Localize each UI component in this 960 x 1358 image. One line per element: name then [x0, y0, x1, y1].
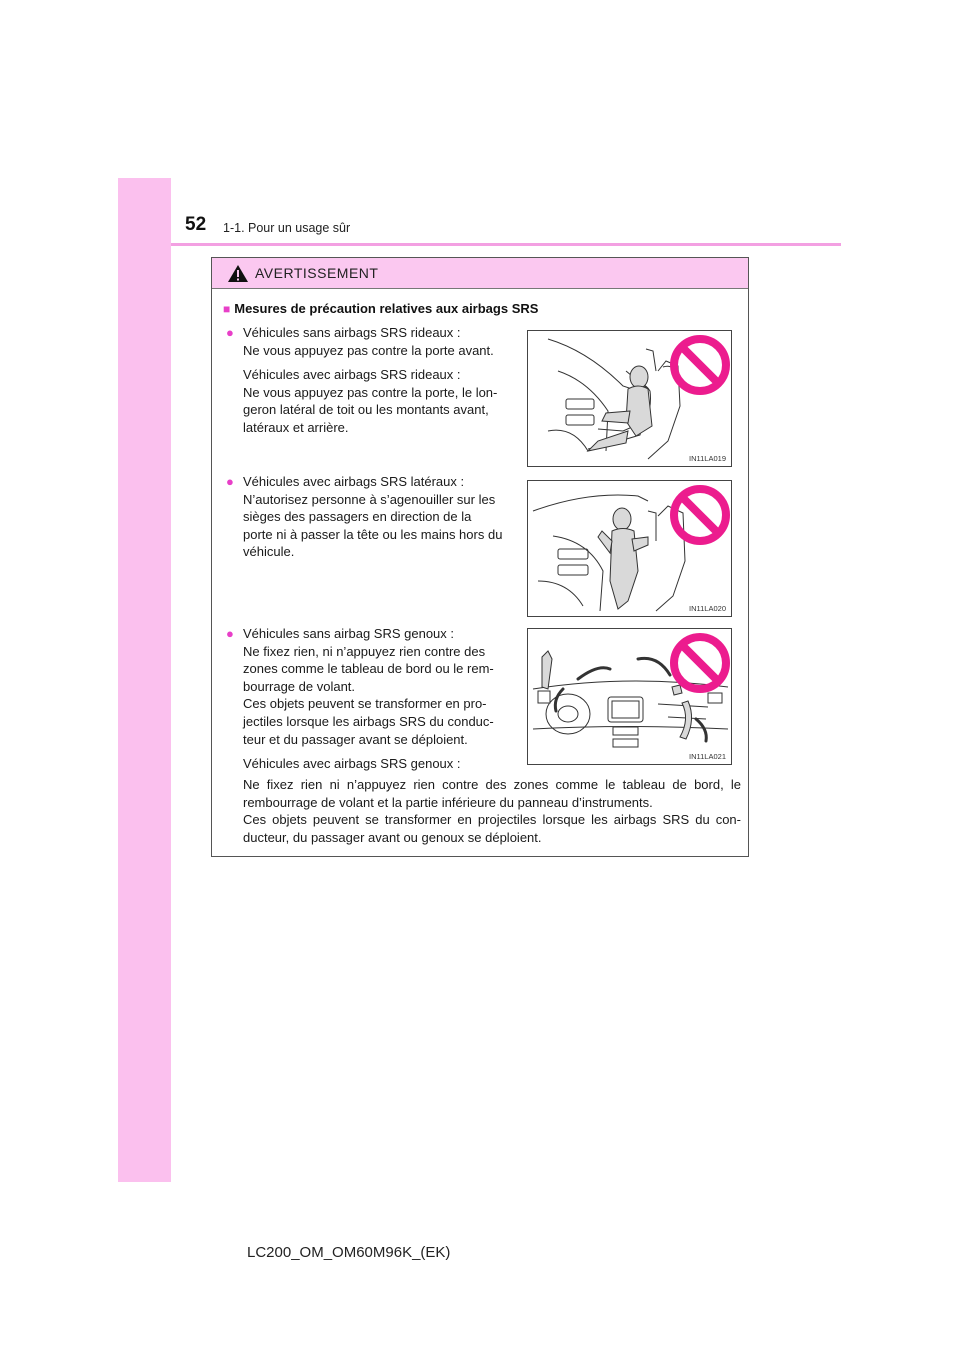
- illustration-kneeling-seat: [528, 481, 732, 617]
- footer-doc-code: LC200_OM_OM60M96K_(EK): [247, 1244, 451, 1261]
- item-paragraph: Véhicules avec airbags SRS genoux :: [243, 756, 461, 772]
- subheading: [223, 301, 538, 316]
- illustration-leaning-door: [528, 331, 732, 467]
- illustration-dashboard: [528, 629, 732, 765]
- section-title: 1-1. Pour un usage sûr: [223, 221, 351, 235]
- figure-code: IN11LA021: [689, 752, 726, 761]
- bullet-icon: ●: [226, 474, 234, 489]
- bullet-icon: ●: [226, 626, 234, 641]
- bullet-icon: ●: [226, 325, 234, 340]
- item-paragraph: Véhicules avec airbags SRS latéraux : N’autorisez personne à s’agenouiller sur les sièges des passagers en direction de la porte ni à passer la tête ou les mains hors du véhicule.: [243, 474, 503, 560]
- square-bullet-icon: ■: [223, 302, 231, 316]
- figure-code: IN11LA019: [689, 454, 726, 463]
- warning-header: [212, 258, 748, 289]
- item-paragraph: Véhicules avec airbags SRS rideaux : Ne vous appuyez pas contre la porte, le lon- geron latéral de toit ou les montants avant, latéraux et arrière.: [243, 367, 498, 435]
- figure-kneeling-seat: [527, 480, 732, 617]
- warning-box: [211, 257, 749, 857]
- header-divider: [171, 243, 841, 246]
- figure-code: IN11LA020: [689, 604, 726, 613]
- figure-leaning-door: [527, 330, 732, 467]
- item-paragraph: Véhicules sans airbags SRS rideaux : Ne vous appuyez pas contre la porte avant.: [243, 325, 494, 358]
- side-tab-band: [118, 178, 171, 1182]
- page-number: 52: [185, 214, 207, 235]
- warning-triangle-icon: [227, 264, 249, 283]
- figure-dashboard-objects: [527, 628, 732, 765]
- prohibition-icon: [674, 489, 726, 541]
- warning-label: AVERTISSEMENT: [255, 265, 379, 281]
- item-paragraph: Véhicules sans airbag SRS genoux : Ne fixez rien, ni n’appuyez rien contre des zones comme le tableau de bord ou le rem- bourrage de volant. Ces objets peuvent se transformer en pro- jectiles lorsque les airbags SRS du conduc- teur et du passager avant se déploient.: [243, 626, 494, 747]
- prohibition-icon: [674, 637, 726, 689]
- item-continuation: Ne fixez rien ni n’appuyez rien contre des zones comme le tableau de bord, le rembourrage de volant et la partie inférieure du panneau d’instruments. Ces objets peuvent se transformer en projectiles lorsque les airbags SRS du con-ducteur, du passager avant ou genoux se déploient.: [243, 777, 741, 845]
- prohibition-icon: [674, 339, 726, 391]
- subheading-text: Mesures de précaution relatives aux airbags SRS: [234, 301, 539, 316]
